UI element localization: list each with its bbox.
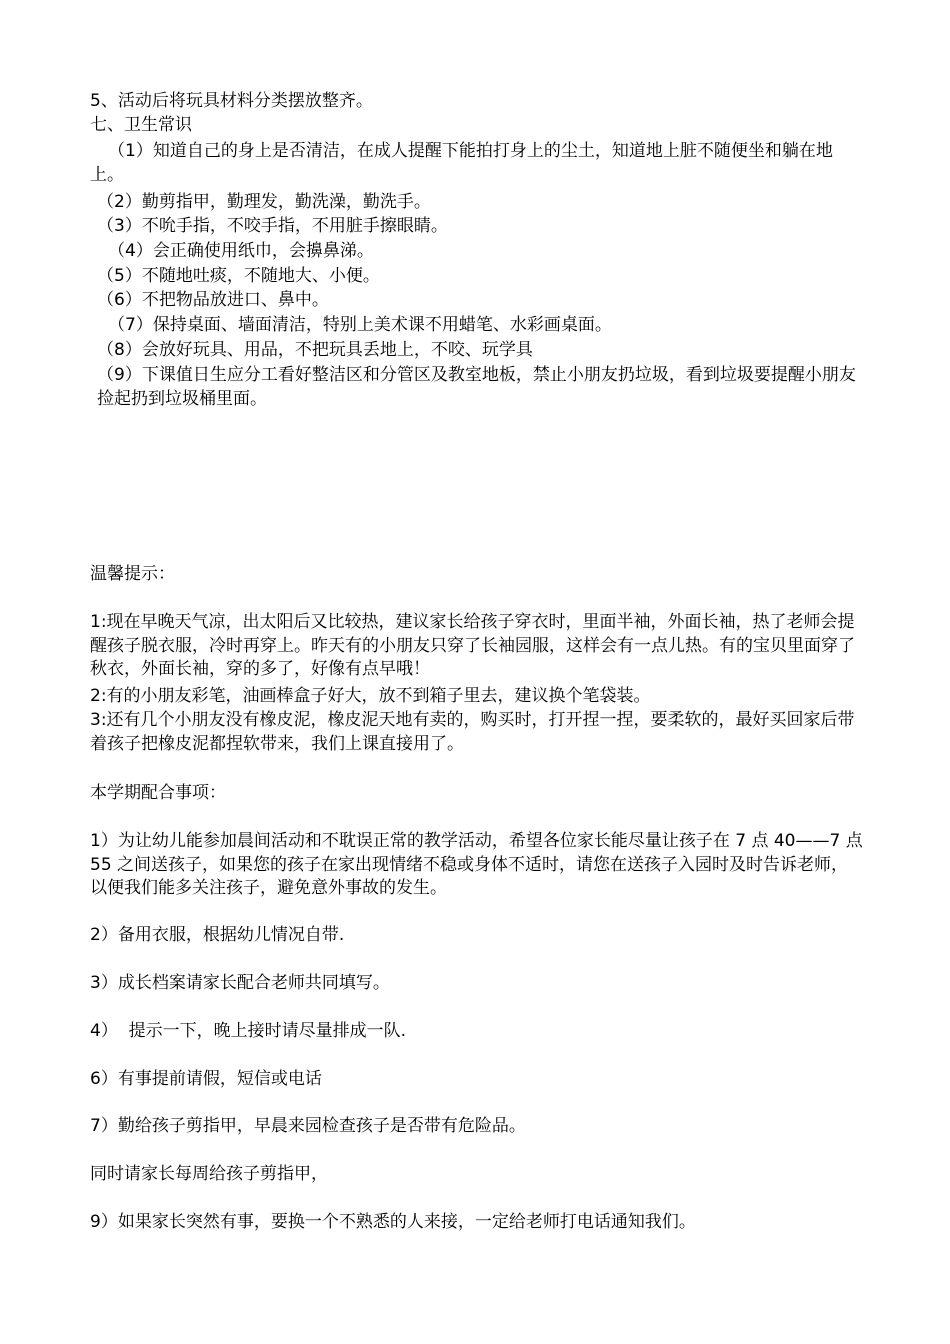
- cooperation-item-9: 9）如果家长突然有事，要换一个不熟悉的人来接，一定给老师打电话通知我们。: [90, 1212, 696, 1232]
- cooperation-item-2: 2）备用衣服，根据幼儿情况自带.: [90, 925, 345, 945]
- cooperation-item-6: 6）有事提前请假，短信或电话: [90, 1069, 322, 1089]
- cooperation-item-3: 3）成长档案请家长配合老师共同填写。: [90, 973, 390, 993]
- tip-item-2: 2:有的小朋友彩笔，油画棒盒子好大，放不到箱子里去，建议换个笔袋装。: [90, 686, 651, 706]
- cooperation-heading: 本学期配合事项：: [90, 783, 226, 803]
- cooperation-item-7: 7）勤给孩子剪指甲，早晨来园检查孩子是否带有危险品。: [90, 1116, 526, 1136]
- hygiene-item-7: （7）保持桌面、墙面清洁，特别上美术课不用蜡笔、水彩画桌面。: [108, 315, 612, 335]
- hygiene-item-6: （6）不把物品放进口、鼻中。: [97, 290, 329, 310]
- hygiene-item-5: （5）不随地吐痰，不随地大、小便。: [97, 266, 380, 286]
- tips-heading: 温馨提示：: [90, 564, 175, 584]
- tip-item-3: 3:还有几个小朋友没有橡皮泥，橡皮泥天地有卖的，购买时，打开捏一捏，要柔软的，最好买回家后带着孩子把橡皮泥都捏软带来，我们上课直接用了。: [90, 710, 855, 754]
- hygiene-item-4: （4）会正确使用纸巾，会擤鼻涕。: [108, 241, 374, 261]
- hygiene-item-1: （1）知道自己的身上是否清洁，在成人提醒下能拍打身上的尘土，知道地上脏不随便坐和躺在地上。: [90, 141, 833, 185]
- cooperation-note: 同时请家长每周给孩子剪指甲，: [90, 1164, 328, 1184]
- hygiene-item-3: （3）不吮手指，不咬手指，不用脏手擦眼睛。: [97, 216, 448, 236]
- activity-item-5: 5、活动后将玩具材料分类摆放整齐。: [90, 91, 373, 111]
- hygiene-item-9: （9）下课值日生应分工看好整洁区和分管区及教室地板，禁止小朋友扔垃圾，看到垃圾要提醒小朋友捡起扔到垃圾桶里面。: [97, 365, 856, 409]
- hygiene-heading: 七、卫生常识: [90, 115, 192, 135]
- tip-item-1: 1:现在早晚天气凉，出太阳后又比较热，建议家长给孩子穿衣时，里面半袖，外面长袖，热了老师会提醒孩子脱衣服，冷时再穿上。昨天有的小朋友只穿了长袖园服，这样会有一点儿热。有的宝贝里面穿了秋衣，外面长袖，穿的多了，好像有点早哦！: [90, 612, 855, 679]
- cooperation-item-4: 4） 提示一下，晚上接时请尽量排成一队.: [90, 1021, 407, 1041]
- cooperation-item-1: 1）为让幼儿能参加晨间活动和不耽误正常的教学活动，希望各位家长能尽量让孩子在 7 点 40——7 点 55 之间送孩子，如果您的孩子在家出现情绪不稳或身体不适时，请您在送孩子入园时及时告诉老师，以便我们能多关注孩子，避免意外事故的发生。: [90, 831, 863, 898]
- hygiene-item-8: （8）会放好玩具、用品，不把玩具丢地上，不咬、玩学具: [97, 340, 533, 360]
- hygiene-item-2: （2）勤剪指甲，勤理发，勤洗澡，勤洗手。: [97, 192, 431, 212]
